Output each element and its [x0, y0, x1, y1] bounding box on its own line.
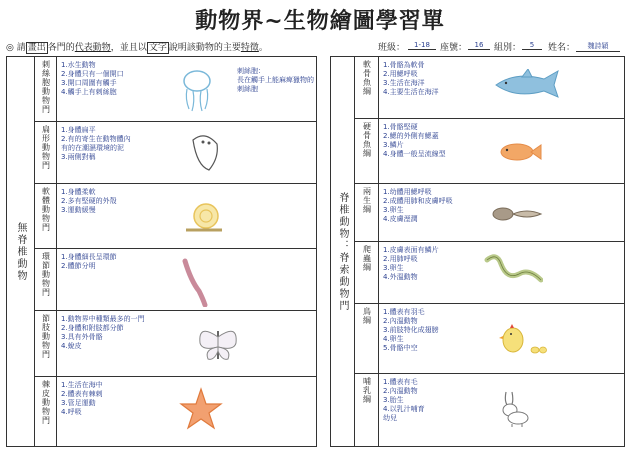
phylum-label: 節肢動物門: [41, 314, 51, 359]
instruction-draw-word: 畫出: [27, 43, 46, 53]
class-entry-cell[interactable]: [379, 119, 625, 184]
instruction-circle: ◎: [6, 43, 14, 53]
feature-text: 1.骨骼堅硬 2.鰓的外側有鰓蓋 3.鱗片 4.身體一般呈流線型: [383, 123, 446, 158]
class-entry-cell[interactable]: [379, 374, 625, 447]
feature-text: 1.皮膚表面有鱗片 2.用肺呼吸 3.卵生 4.外溫動物: [383, 246, 439, 281]
shark-drawing: [494, 69, 564, 101]
phylum-label: 環節動物門: [41, 252, 51, 297]
instruction-prefix: 請: [16, 43, 26, 53]
feature-text: 1.動物界中種類最多的一門 2.身體和附肢都分節 3.具有外骨骼 4.蛻皮: [61, 315, 145, 350]
tadpole-drawing: [491, 204, 543, 224]
instruction-line: [6, 40, 268, 53]
seat-label: 座號：: [440, 43, 468, 53]
feature-text: 1.生活在海中 2.體表有棘刺 3.管足運動 4.呼吸: [61, 381, 103, 416]
feature-text: 1.骨骼為軟骨 2.用鰓呼吸 3.生活在海洋 4.主要生活在海洋: [383, 61, 439, 96]
class-field[interactable]: 1-18: [408, 41, 436, 50]
class-entry-cell[interactable]: [379, 57, 625, 119]
class-label: 班級：: [378, 43, 406, 53]
phylum-entry-cell[interactable]: [57, 122, 317, 184]
phylum-entry-cell[interactable]: [57, 184, 317, 249]
class-label-cell: [355, 57, 379, 119]
class-entry-cell[interactable]: [379, 184, 625, 242]
class-entry-cell[interactable]: [379, 242, 625, 304]
class-entry-cell[interactable]: [379, 304, 625, 374]
instruction-mid3: 說明該動物的主要: [168, 43, 241, 53]
instruction-feature-word: 特徵: [240, 43, 259, 53]
seat-field[interactable]: 16: [468, 41, 490, 50]
feature-text: 1.體表有羽毛 2.內溫動物 3.前肢特化成翅膀 4.卵生 5.骨骼中空: [383, 308, 439, 352]
phylum-label-cell: [35, 377, 57, 447]
class-label: 爬蟲綱: [362, 245, 372, 272]
phylum-label: 棘皮動物門: [41, 380, 51, 425]
chick-drawing: [497, 318, 547, 358]
phylum-label-cell: [35, 249, 57, 311]
feature-text: 1.身體扁平 2.有的寄生在動物體內 有的在潮濕環境的泥 3.兩側對稱: [61, 126, 131, 161]
instruction-rep-word: 代表動物: [74, 43, 111, 53]
phylum-label: 扁形動物門: [41, 125, 51, 170]
phylum-entry-cell[interactable]: [57, 311, 317, 377]
feature-text: 1.身體柔軟 2.多有堅硬的外殼 3.運動緩慢: [61, 188, 117, 214]
page-title: 動物界~生物繪圖學習單: [195, 8, 445, 34]
butterfly-drawing: [197, 323, 239, 363]
phylum-label: 刺絲胞動物門: [41, 60, 51, 114]
snail-drawing: [182, 198, 228, 238]
class-label: 哺乳綱: [362, 377, 372, 404]
jellyfish-drawing: [177, 67, 217, 115]
goldfish-drawing: [499, 141, 543, 163]
earthworm-drawing: [177, 257, 213, 307]
phylum-entry-cell[interactable]: [57, 249, 317, 311]
class-label-cell: [355, 242, 379, 304]
phylum-label-cell: [35, 122, 57, 184]
phylum-entry-cell[interactable]: [57, 57, 317, 122]
vertebrate-table: [330, 56, 625, 447]
class-label: 鳥綱: [362, 307, 372, 325]
class-label-cell: [355, 304, 379, 374]
vertebrate-group-cell: [331, 57, 355, 447]
instruction-end: 。: [258, 43, 268, 53]
phylum-label-cell: [35, 57, 57, 122]
vertebrate-group-label: 脊椎動物：脊索動物門: [337, 191, 348, 312]
name-field[interactable]: 魏詩穎: [576, 41, 620, 52]
rabbit-drawing: [494, 388, 534, 428]
class-label: 兩生綱: [362, 187, 372, 214]
group-label: 組別：: [494, 43, 522, 53]
invertebrate-table: [6, 56, 317, 447]
feature-text: 1.體表有毛 2.內溫動物 3.胎生 4.以乳汁哺育 幼兒: [383, 378, 425, 422]
class-label-cell: [355, 184, 379, 242]
instruction-mid2: ，並且以: [110, 43, 147, 53]
name-label: 姓名：: [548, 43, 576, 53]
flatworm-drawing: [187, 130, 221, 174]
class-label: 軟骨魚綱: [362, 60, 372, 96]
group-field[interactable]: 5: [522, 41, 542, 50]
class-label-cell: [355, 119, 379, 184]
class-label: 硬骨魚綱: [362, 122, 372, 158]
phylum-label-cell: [35, 184, 57, 249]
feature-text: 1.幼體用鰓呼吸 2.成體用肺和皮膚呼吸 3.卵生 4.皮膚溼潤: [383, 188, 453, 223]
phylum-entry-cell[interactable]: [57, 377, 317, 447]
snake-drawing: [483, 252, 543, 288]
phylum-label-cell: [35, 311, 57, 377]
instruction-mid1: 各門的: [47, 43, 75, 53]
invertebrate-group-cell: [7, 57, 35, 447]
extra-note: 刺絲胞： 長在觸手上能麻痺獵物的 刺絲胞: [237, 67, 314, 93]
starfish-drawing: [179, 387, 223, 431]
instruction-text-word: 文字: [148, 43, 167, 53]
invertebrate-group-label: 無脊椎動物: [15, 221, 26, 282]
feature-text: 1.身體細長呈環節 2.體節分明: [61, 253, 117, 270]
phylum-label: 軟體動物門: [41, 187, 51, 232]
class-label-cell: [355, 374, 379, 447]
feature-text: 1.水生動物 2.身體只有一個開口 3.開口周圍有觸手 4.觸手上有刺絲胞: [61, 61, 124, 96]
